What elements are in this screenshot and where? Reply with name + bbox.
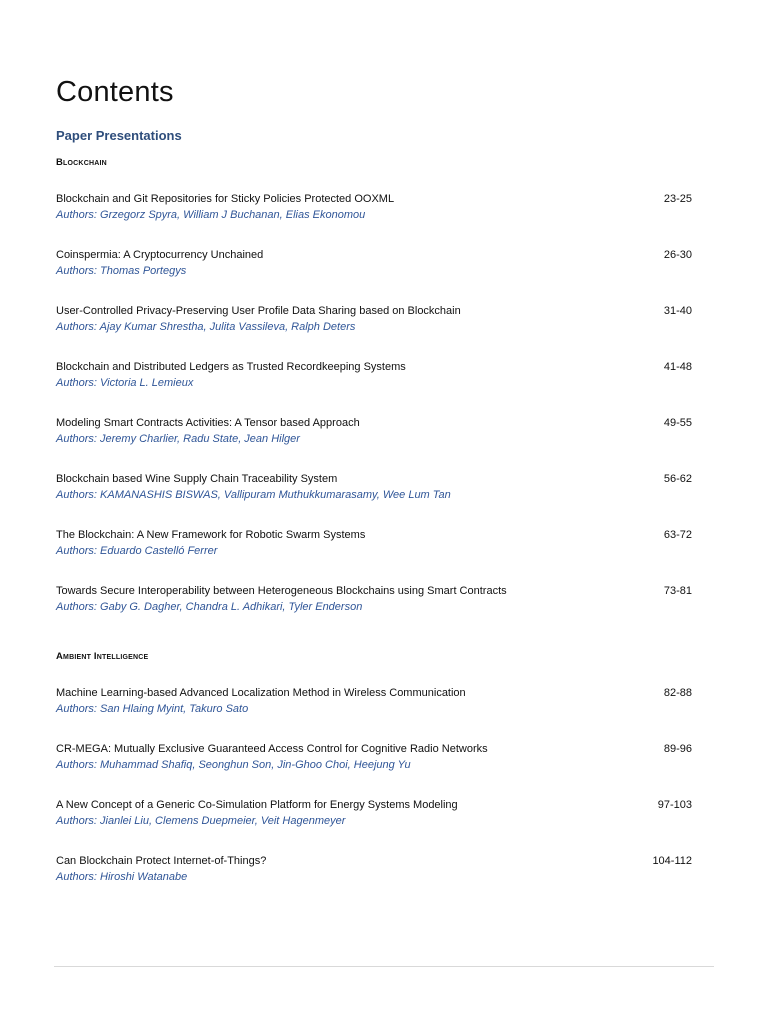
entry-pages: 82-88 bbox=[663, 687, 692, 699]
page-title: Contents bbox=[56, 76, 174, 108]
entry-pages: 23-25 bbox=[663, 193, 692, 205]
entry-authors: Authors: Thomas Portegys bbox=[56, 265, 187, 277]
toc-entry[interactable] bbox=[56, 529, 696, 563]
entry-pages: 41-48 bbox=[663, 361, 692, 373]
entry-pages: 104-112 bbox=[652, 855, 692, 867]
entry-authors: Authors: Jianlei Liu, Clemens Duepmeier, Veit Hagenmeyer bbox=[56, 815, 346, 827]
entry-authors: Authors: KAMANASHIS BISWAS, Vallipuram Muthukkumarasamy, Wee Lum Tan bbox=[56, 489, 451, 501]
entry-pages: 89-96 bbox=[663, 743, 692, 755]
entry-pages: 49-55 bbox=[663, 417, 692, 429]
entry-authors: Authors: San Hlaing Myint, Takuro Sato bbox=[56, 703, 249, 715]
entry-title: Blockchain and Git Repositories for Sticky Policies Protected OOXML bbox=[56, 193, 395, 205]
entry-authors: Authors: Hiroshi Watanabe bbox=[56, 871, 188, 883]
entry-authors: Authors: Eduardo Castelló Ferrer bbox=[56, 545, 218, 557]
toc-entry[interactable] bbox=[56, 855, 696, 889]
entry-title: User-Controlled Privacy-Preserving User Profile Data Sharing based on Blockchain bbox=[56, 305, 461, 317]
entry-pages: 73-81 bbox=[663, 585, 692, 597]
entry-authors: Authors: Ajay Kumar Shrestha, Julita Vassileva, Ralph Deters bbox=[56, 321, 356, 333]
toc-entry[interactable] bbox=[56, 417, 696, 451]
toc-entry[interactable] bbox=[56, 473, 696, 507]
entry-title: Coinspermia: A Cryptocurrency Unchained bbox=[56, 249, 264, 261]
toc-entry[interactable] bbox=[56, 585, 696, 619]
entry-pages: 63-72 bbox=[663, 529, 692, 541]
entry-title: Can Blockchain Protect Internet-of-Things? bbox=[56, 855, 267, 867]
entry-title: Towards Secure Interoperability between Heterogeneous Blockchains using Smart Contracts bbox=[56, 585, 507, 597]
entry-title: Modeling Smart Contracts Activities: A Tensor based Approach bbox=[56, 417, 360, 429]
entry-pages: 97-103 bbox=[657, 799, 692, 811]
entry-pages: 26-30 bbox=[663, 249, 692, 261]
entry-authors: Authors: Jeremy Charlier, Radu State, Jean Hilger bbox=[56, 433, 300, 445]
toc-entry[interactable] bbox=[56, 193, 696, 227]
entry-title: Machine Learning-based Advanced Localization Method in Wireless Communication bbox=[56, 687, 466, 699]
toc-entry[interactable] bbox=[56, 743, 696, 777]
toc-entry[interactable] bbox=[56, 799, 696, 833]
toc-entry[interactable] bbox=[56, 249, 696, 283]
section-heading-blockchain: Blockchain bbox=[56, 157, 107, 168]
footer-divider bbox=[54, 966, 714, 967]
toc-entry[interactable] bbox=[56, 687, 696, 721]
paper-presentations-heading: Paper Presentations bbox=[56, 128, 182, 143]
entry-title: The Blockchain: A New Framework for Robotic Swarm Systems bbox=[56, 529, 366, 541]
entry-title: Blockchain based Wine Supply Chain Traceability System bbox=[56, 473, 338, 485]
entry-title: A New Concept of a Generic Co-Simulation Platform for Energy Systems Modeling bbox=[56, 799, 458, 811]
toc-entry[interactable] bbox=[56, 305, 696, 339]
entry-authors: Authors: Muhammad Shafiq, Seonghun Son, Jin-Ghoo Choi, Heejung Yu bbox=[56, 759, 411, 771]
entry-authors: Authors: Grzegorz Spyra, William J Buchanan, Elias Ekonomou bbox=[56, 209, 366, 221]
toc-entry[interactable] bbox=[56, 361, 696, 395]
entry-title: CR-MEGA: Mutually Exclusive Guaranteed Access Control for Cognitive Radio Networks bbox=[56, 743, 488, 755]
entry-pages: 56-62 bbox=[663, 473, 692, 485]
entry-authors: Authors: Gaby G. Dagher, Chandra L. Adhikari, Tyler Enderson bbox=[56, 601, 363, 613]
entry-title: Blockchain and Distributed Ledgers as Trusted Recordkeeping Systems bbox=[56, 361, 406, 373]
entry-pages: 31-40 bbox=[663, 305, 692, 317]
entry-authors: Authors: Victoria L. Lemieux bbox=[56, 377, 194, 389]
section-heading-ambient-intelligence: Ambient Intelligence bbox=[56, 651, 149, 662]
